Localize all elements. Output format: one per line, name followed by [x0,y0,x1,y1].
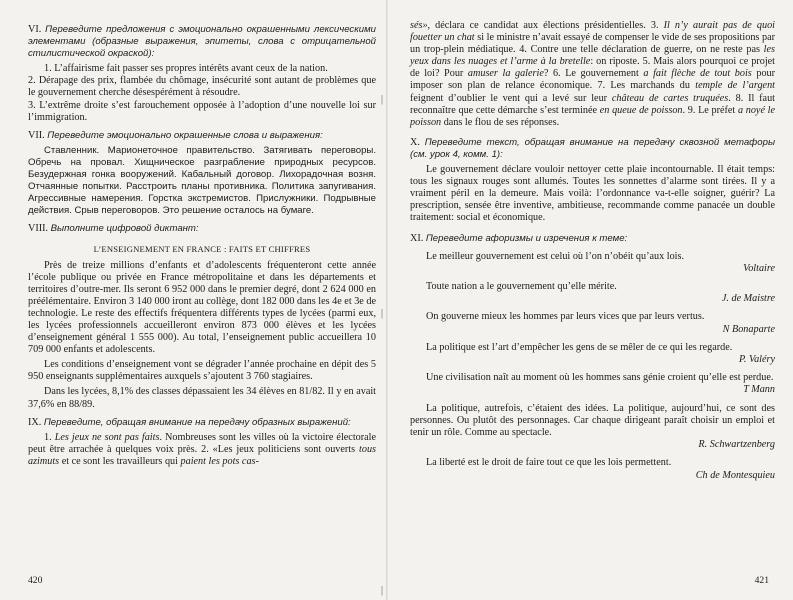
exercise-7-text: Ставленник. Марионеточное правительство. Затягивать переговоры. Обречь на провал. Хищническое разграбление природных ресурсов. Безудержная гонка вооружений. Кабальный договор. Лихорадочная возня. Отчаянные попытки. Расстроить планы противника. Политика запугивания. Агрессивные намерения. Горстка экстремистов. Прислужники. Подрывные действия. Срыв переговоров. Это решение осталось на бумаге. [28,144,376,217]
binding-mark: | [381,585,384,596]
sentence-text: pour imposer son plan de relance économique. 7. Les marchands du [410,68,776,92]
exercise-number: IX. [28,416,42,428]
exercise-6-sentences [28,63,376,123]
idiom: Il n’y aurait pas de quoi fouetter un chat [410,20,775,44]
idiom: château de cartes truquées [611,92,729,104]
exercise-9-text [28,432,376,468]
exercise-7-heading [28,130,376,142]
sentence-text: ? 6. Le gouvernement [543,68,639,80]
sentence-text: et ce sont les travailleurs qui [61,455,178,467]
exercise-instruction: Переведите предложения с эмоционально окрашенными лексическими элементами (образные выражения, эпитеты, слова с отрицательной стилистической окраской): [28,24,377,60]
aphorism [410,403,775,452]
sentence-text: . 8. Il faut reconnaître que cette démarche s’est terminée [410,92,775,116]
sentence-text: si le ministre n’avait essayé de compenser le vide de ses propositions par un trop-plein médiatique. 4. Contre une telle déclaration de guerre, on ne reste pas [410,32,775,56]
aphorism-author: Voltaire [743,262,775,274]
idiom: paient les pots cas- [180,455,259,467]
sentence: 2. Dérapage des prix, flambée du chômage, insécurité sont autant de problèmes que le gouvernement cherche désespérément à résoudre. [28,75,376,99]
idiom: en queue de poisson [599,104,683,116]
sentence-text: . 9. Le préfet [682,104,736,116]
dictation-paragraph: Dans les lycées, 8,1% des classes dépassaient les 34 élèves en 81/82. Il y en avait 37,6% en 88/89. [28,386,376,410]
aphorism-text: La liberté est le droit de faire tout ce que les lois permettent. [426,457,672,469]
exercise-9-heading [28,417,376,429]
exercise-number: VIII. [28,223,49,235]
aphorism-author: T Mann [743,384,775,396]
idiom: Les jeux ne sont pas faits [54,431,160,443]
idiom: sés» [410,20,428,31]
exercise-11-heading [410,233,775,245]
aphorism [410,251,775,275]
aphorism [410,311,775,335]
exercise-instruction: Переведите, обращая внимание на передачу образных выражений: [43,416,351,428]
aphorism-author: R. Schwartzenberg [698,439,775,451]
sentence: 3. L’extrême droite s’est farouchement opposée à l’adoption d’une nouvelle loi sur l’immigration. [28,99,376,123]
idiom: amuser la galerie [467,68,544,80]
sentence-text: . Nombreuses sont les villes où la victoire électorale peut être arrachée à quelques voix près. 2. «Les jeux politiciens sont ouverts [28,431,377,455]
idiom: a noyé le poisson [410,104,775,128]
dictation-title: L’ENSEIGNEMENT EN FRANCE : FAITS ET CHIFFRES [93,243,311,254]
exercise-number: X. [410,136,420,148]
exercise-number: VI. [28,24,42,35]
exercise-6-heading [28,24,376,60]
exercise-8-heading [28,223,376,235]
dictation-paragraph: Les conditions d’enseignement vont se dégrader l’année prochaine en dépit des 5 950 enseignants supplémentaires auxquels s’ajoutent 3 760 stagiaires. [28,359,376,383]
sentence-number: 1. [44,431,52,443]
idiom: tous azimuts [28,443,376,467]
page-number: 420 [28,575,43,586]
idiom: les yeux dans les nuages et l’arme à la bretelle [410,44,775,68]
aphorism-text: La politique, autrefois, c’étaient des idées. La politique, aujourd’hui, ce sont des personnes. Ou plutôt des personnages. Car chaque dirigeant paraît choisir un emploi et tenir un rôle. Comme au spectacle. [410,402,775,439]
exercise-10-text: Le gouvernement déclare vouloir nettoyer cette plaie incontournable. Il était temps: tous les signaux rouges sont allumés. Toutes les sonnettes d’alarme sont tirées. Il y a vraiment péril en la demeure. Mais voilà: l’ordonnance va-t-elle soigner, guérir? La prescription, sensée être inventive, ambitieuse, recommande comme panacée un double traitement: social et économique. [410,164,775,224]
idiom: a fait flèche de tout bois [643,68,752,80]
sentence-text: feignent d’oublier le vent qui a levé sur leur [410,92,608,104]
idiom: temple de l’argent [695,80,776,92]
aphorism [410,281,775,305]
exercise-instruction: Выполните цифровой диктант: [50,223,199,235]
aphorism-author: N Bonaparte [722,323,775,335]
aphorism [410,342,775,366]
aphorism-text: La politique est l’art d’empêcher les gens de se mêler de ce qui les regarde. [426,341,733,353]
sentence-text: dans le flou de ses réponses. [441,116,560,128]
sentence: 1. L’affairisme fait passer ses propres intérêts avant ceux de la nation. [44,63,328,75]
exercise-instruction: Переведите афоризмы и изречения к теме: [425,232,628,244]
exercise-number: VII. [28,129,45,141]
left-page [0,0,388,600]
aphorism-author: Ch de Montesquieu [695,469,775,481]
aphorism-text: Le meilleur gouvernement est celui où l’on n’obéit qu’aux lois. [426,250,685,262]
exercise-9-continuation [410,20,775,129]
exercise-number: XI. [410,232,424,244]
exercise-instruction: Переведите текст, обращая внимание на передачу сквозной метафоры (см. урок 4, комм. 1): [410,136,776,160]
exercise-instruction: Переведите эмоционально окрашенные слова и выражения: [47,129,323,141]
right-page [388,0,793,600]
binding-mark: | [381,94,384,105]
aphorism-text: Toute nation a le gouvernement qu’elle mérite. [426,281,617,292]
binding-mark: | [381,308,384,319]
aphorism [410,372,775,396]
aphorism-author: P. Valéry [738,354,775,366]
dictation-paragraph: Près de treize millions d’enfants et d’adolescents fréquenteront cette année l’école publique ou privée en France métropolitaine et dans les départements et territoires d’outre-mer. Ils seront 6 952 000 dans le premier degré, dont 2 624 000 en préélémentaire. Environ 3 140 000 iront au collège, dont 182 000 dans les 4e et 3e de technologie. Le reste des effectifs fréquentera différents types de lycées (parmi eux, les lycées professionnels accueilleront environ 873 000 élèves et les lycées d’enseignement général 1 555 000). Au total, l’enseignement public accueillera 10 709 000 enfants et adolescents. [28,259,376,356]
aphorism-text: Une civilisation naît au moment où les hommes sans génie croient qu’elle est perdue. [426,372,774,384]
exercise-10-heading [410,137,775,161]
sentence-text: : on riposte. 5. Mais alors pourquoi ce projet de loi? Pour [410,56,775,80]
sentence-text: , déclara ce candidat aux élections présidentielles. 3. [427,20,659,31]
aphorism-author: J. de Maistre [721,293,775,305]
aphorism-text: On gouverne mieux les hommes par leurs vices que par leurs vertus. [426,311,705,323]
aphorism [410,457,775,481]
page-number: 421 [754,575,769,586]
